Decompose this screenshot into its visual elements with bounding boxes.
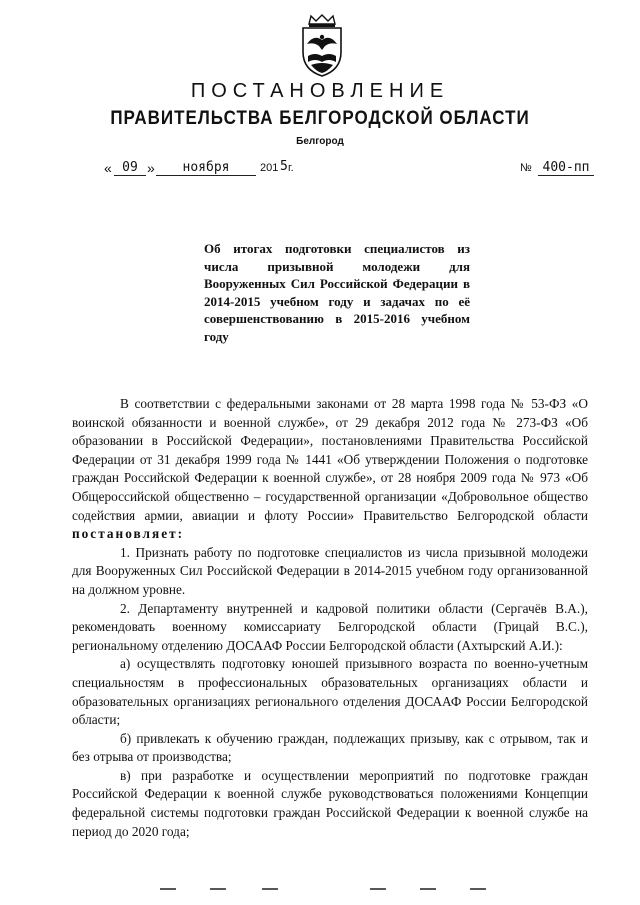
decree-keyword: постановляет: (72, 526, 185, 542)
date-day: 09 (114, 160, 146, 176)
document-title: ПОСТАНОВЛЕНИЕ (190, 80, 450, 102)
date-close-quote: » (147, 160, 155, 176)
date-open-quote: « (104, 160, 112, 176)
issuing-authority: ПРАВИТЕЛЬСТВА БЕЛГОРОДСКОЙ ОБЛАСТИ (110, 106, 530, 129)
date-year-digit: 5 (280, 159, 288, 174)
city-name: Белгород (296, 136, 344, 147)
date-year-suffix: г. (288, 162, 294, 174)
date-month: ноября (156, 160, 256, 176)
number-label: № (520, 162, 532, 174)
item-2c: в) при разработке и осуществлении мероприятий по подготовке граждан Российской Федерации к военной службе руководствоваться положениями Концепции федеральной системы подготовки граждан Российской Федерации к военной службе на период до 2020 года; (72, 767, 588, 839)
decree-subject: Об итогах подготовки специалистов из числа призывной молодежи для Вооруженных Сил Российской Федерации в 2014-2015 учебном году и задачах по её совершенствованию в 2015-2016 учебном году (204, 241, 470, 344)
preamble-paragraph (72, 395, 588, 544)
footer-dashes (0, 885, 640, 895)
decree-number: 400-пп (538, 160, 594, 176)
date-year-prefix: 201 (260, 162, 279, 174)
item-2a: а) осуществлять подготовку юношей призывного возраста по военно-учетным специальностям в профессиональных образовательных организациях области и образовательных организациях регионального отделения ДОСААФ России Белгородской области; (72, 656, 588, 728)
item-2b: б) привлекать к обучению граждан, подлежащих призыву, как с отрывом, так и без отрыва от производства; (72, 730, 588, 765)
item-1: 1. Признать работу по подготовке специалистов из числа призывной молодежи для Вооруженных Сил Российской Федерации в 2014-2015 учебном году организованной на должном уровне. (72, 544, 588, 597)
item-2: 2. Департаменту внутренней и кадровой политики области (Сергачёв В.А.), рекомендовать военному комиссариату Белгородской области (Грицай В.С.), региональному отделению ДОСААФ России Белгородской области (Ахтырский А.И.): (72, 600, 588, 653)
date-number-line (0, 160, 640, 180)
preamble-text: В соответствии с федеральными законами от 28 марта 1998 года № 53-ФЗ «О воинской обязанности и военной службе», от 29 декабря 2012 года № 273-ФЗ «Об образовании в Российской Федерации», постановлениями Правительства Российской Федерации от 31 декабря 1999 года № 1441 «Об утверждении Положения о подготовке граждан Российской Федерации к военной службе», от 28 ноября 2009 года № 973 «Об Общероссийской общественно – государственной организации «Добровольное общество содействия армии, авиации и флоту России» Правительство Белгородской области (72, 396, 588, 523)
coat-of-arms-icon (297, 14, 347, 78)
decree-body (72, 395, 588, 841)
